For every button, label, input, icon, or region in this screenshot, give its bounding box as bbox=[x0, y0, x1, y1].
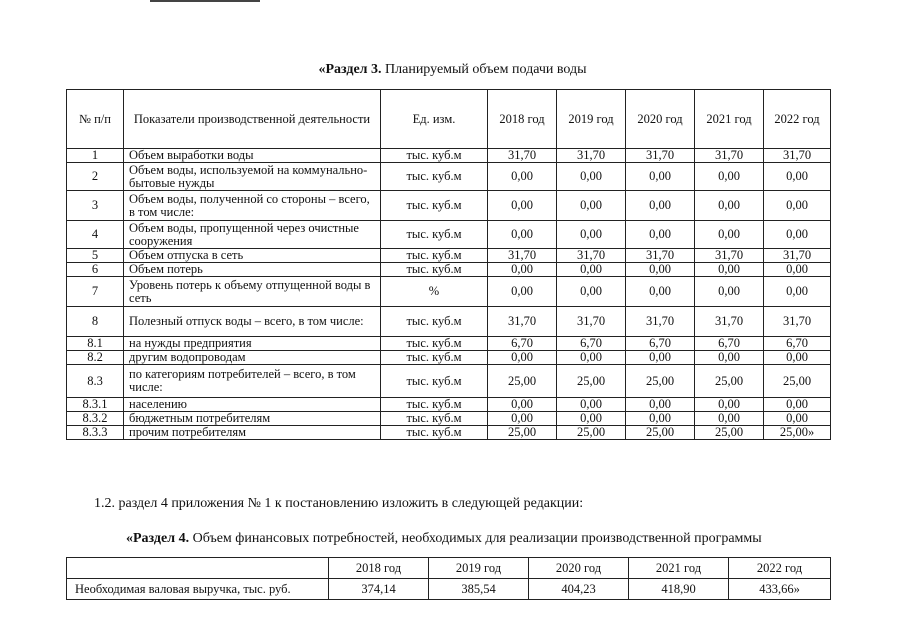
header-year: 2020 год bbox=[529, 558, 629, 579]
row-label: Объем выработки воды bbox=[124, 149, 381, 163]
row-label: Необходимая валовая выручка, тыс. руб. bbox=[67, 579, 329, 600]
row-value: 0,00 bbox=[764, 398, 831, 412]
row-value: 31,70 bbox=[764, 307, 831, 337]
row-label: прочим потребителям bbox=[124, 426, 381, 440]
row-unit: тыс. куб.м bbox=[381, 365, 488, 398]
header-unit: Ед. изм. bbox=[381, 90, 488, 149]
row-label: Объем воды, полученной со стороны – всего, в том числе: bbox=[124, 191, 381, 221]
table-row bbox=[67, 426, 831, 440]
table-row bbox=[67, 412, 831, 426]
row-number: 2 bbox=[67, 163, 124, 191]
row-label: населению bbox=[124, 398, 381, 412]
table-row bbox=[67, 579, 831, 600]
table-row bbox=[67, 163, 831, 191]
row-value: 6,70 bbox=[488, 337, 557, 351]
row-value: 0,00 bbox=[695, 163, 764, 191]
row-value: 31,70 bbox=[488, 307, 557, 337]
row-value: 0,00 bbox=[695, 191, 764, 221]
table-row bbox=[67, 351, 831, 365]
header-num: № п/п bbox=[67, 90, 124, 149]
row-value: 0,00 bbox=[695, 277, 764, 307]
table-row bbox=[67, 191, 831, 221]
row-number: 8.3 bbox=[67, 365, 124, 398]
row-value: 25,00 bbox=[557, 426, 626, 440]
row-value: 0,00 bbox=[557, 351, 626, 365]
header-year: 2021 год bbox=[629, 558, 729, 579]
row-label: Объем воды, пропущенной через очистные сооружения bbox=[124, 221, 381, 249]
row-label: Объем отпуска в сеть bbox=[124, 249, 381, 263]
row-number: 6 bbox=[67, 263, 124, 277]
header-year: 2019 год bbox=[557, 90, 626, 149]
table-row bbox=[67, 249, 831, 263]
row-unit: тыс. куб.м bbox=[381, 426, 488, 440]
table-row bbox=[67, 398, 831, 412]
row-label: по категориям потребителей – всего, в том числе: bbox=[124, 365, 381, 398]
section4-title-bold: «Раздел 4. bbox=[126, 531, 190, 546]
row-value: 374,14 bbox=[329, 579, 429, 600]
row-number: 8 bbox=[67, 307, 124, 337]
row-value: 0,00 bbox=[488, 277, 557, 307]
table-row bbox=[67, 149, 831, 163]
row-value: 0,00 bbox=[488, 221, 557, 249]
row-number: 8.3.3 bbox=[67, 426, 124, 440]
row-unit: тыс. куб.м bbox=[381, 412, 488, 426]
row-value: 31,70 bbox=[488, 249, 557, 263]
page-top-edge-mark bbox=[150, 0, 260, 2]
row-value: 0,00 bbox=[488, 263, 557, 277]
row-value: 0,00 bbox=[764, 191, 831, 221]
row-value: 0,00 bbox=[626, 263, 695, 277]
row-value: 0,00 bbox=[764, 277, 831, 307]
header-year: 2019 год bbox=[429, 558, 529, 579]
row-value: 0,00 bbox=[695, 221, 764, 249]
row-number: 7 bbox=[67, 277, 124, 307]
row-value: 0,00 bbox=[626, 398, 695, 412]
row-value: 0,00 bbox=[557, 412, 626, 426]
row-unit: тыс. куб.м bbox=[381, 337, 488, 351]
row-value: 0,00 bbox=[488, 351, 557, 365]
section3-title bbox=[0, 62, 905, 78]
row-value: 0,00 bbox=[557, 398, 626, 412]
table-row bbox=[67, 365, 831, 398]
header-indicator: Показатели производственной деятельности bbox=[124, 90, 381, 149]
row-label: бюджетным потребителям bbox=[124, 412, 381, 426]
row-value: 6,70 bbox=[764, 337, 831, 351]
water-supply-table bbox=[66, 89, 831, 440]
row-unit: тыс. куб.м bbox=[381, 398, 488, 412]
row-value: 433,66» bbox=[729, 579, 831, 600]
row-number: 1 bbox=[67, 149, 124, 163]
row-value: 31,70 bbox=[764, 149, 831, 163]
row-unit: тыс. куб.м bbox=[381, 163, 488, 191]
row-value: 0,00 bbox=[488, 163, 557, 191]
row-value: 0,00 bbox=[557, 221, 626, 249]
row-value: 6,70 bbox=[695, 337, 764, 351]
row-label: Полезный отпуск воды – всего, в том числе: bbox=[124, 307, 381, 337]
row-value: 0,00 bbox=[488, 191, 557, 221]
row-value: 0,00 bbox=[557, 263, 626, 277]
row-number: 8.3.1 bbox=[67, 398, 124, 412]
header-year: 2018 год bbox=[329, 558, 429, 579]
section3-title-bold: «Раздел 3. bbox=[318, 62, 382, 77]
table-row bbox=[67, 307, 831, 337]
row-value: 25,00» bbox=[764, 426, 831, 440]
row-value: 0,00 bbox=[626, 412, 695, 426]
row-value: 25,00 bbox=[764, 365, 831, 398]
row-value: 0,00 bbox=[626, 191, 695, 221]
row-value: 0,00 bbox=[764, 412, 831, 426]
row-number: 5 bbox=[67, 249, 124, 263]
row-value: 31,70 bbox=[557, 249, 626, 263]
row-value: 404,23 bbox=[529, 579, 629, 600]
row-value: 25,00 bbox=[626, 426, 695, 440]
row-value: 0,00 bbox=[695, 398, 764, 412]
row-value: 31,70 bbox=[626, 149, 695, 163]
row-value: 0,00 bbox=[695, 263, 764, 277]
row-value: 0,00 bbox=[626, 163, 695, 191]
row-value: 25,00 bbox=[626, 365, 695, 398]
table-row bbox=[67, 221, 831, 249]
row-value: 0,00 bbox=[557, 163, 626, 191]
row-value: 0,00 bbox=[764, 163, 831, 191]
section3-title-rest: Планируемый объем подачи воды bbox=[381, 62, 587, 77]
row-value: 0,00 bbox=[764, 221, 831, 249]
row-value: 31,70 bbox=[695, 149, 764, 163]
row-value: 6,70 bbox=[557, 337, 626, 351]
row-value: 31,70 bbox=[764, 249, 831, 263]
header-year: 2022 год bbox=[764, 90, 831, 149]
header-year: 2022 год bbox=[729, 558, 831, 579]
row-value: 25,00 bbox=[695, 365, 764, 398]
row-value: 0,00 bbox=[557, 277, 626, 307]
table-header-row bbox=[67, 558, 831, 579]
header-year: 2021 год bbox=[695, 90, 764, 149]
row-value: 0,00 bbox=[488, 398, 557, 412]
row-value: 0,00 bbox=[626, 351, 695, 365]
header-year: 2020 год bbox=[626, 90, 695, 149]
row-value: 418,90 bbox=[629, 579, 729, 600]
row-number: 8.1 bbox=[67, 337, 124, 351]
row-value: 25,00 bbox=[695, 426, 764, 440]
row-value: 25,00 bbox=[557, 365, 626, 398]
row-value: 25,00 bbox=[488, 365, 557, 398]
row-unit: тыс. куб.м bbox=[381, 351, 488, 365]
row-value: 25,00 bbox=[488, 426, 557, 440]
table-row bbox=[67, 263, 831, 277]
row-value: 0,00 bbox=[626, 277, 695, 307]
row-value: 6,70 bbox=[626, 337, 695, 351]
section4-title-rest: Объем финансовых потребностей, необходимых для реализации производственной программы bbox=[189, 531, 762, 546]
row-value: 31,70 bbox=[557, 149, 626, 163]
row-value: 0,00 bbox=[488, 412, 557, 426]
header-year: 2018 год bbox=[488, 90, 557, 149]
row-number: 4 bbox=[67, 221, 124, 249]
row-value: 31,70 bbox=[626, 307, 695, 337]
row-value: 31,70 bbox=[557, 307, 626, 337]
row-value: 0,00 bbox=[626, 221, 695, 249]
row-label: другим водопроводам bbox=[124, 351, 381, 365]
row-value: 31,70 bbox=[695, 249, 764, 263]
row-unit: тыс. куб.м bbox=[381, 263, 488, 277]
row-value: 31,70 bbox=[488, 149, 557, 163]
row-value: 0,00 bbox=[557, 191, 626, 221]
header-empty bbox=[67, 558, 329, 579]
row-number: 8.3.2 bbox=[67, 412, 124, 426]
row-value: 0,00 bbox=[764, 351, 831, 365]
row-label: Объем потерь bbox=[124, 263, 381, 277]
row-value: 0,00 bbox=[695, 351, 764, 365]
row-label: Уровень потерь к объему отпущенной воды в сеть bbox=[124, 277, 381, 307]
row-label: Объем воды, используемой на коммунально-бытовые нужды bbox=[124, 163, 381, 191]
row-unit: тыс. куб.м bbox=[381, 191, 488, 221]
row-number: 8.2 bbox=[67, 351, 124, 365]
row-unit: тыс. куб.м bbox=[381, 221, 488, 249]
row-value: 0,00 bbox=[764, 263, 831, 277]
row-label: на нужды предприятия bbox=[124, 337, 381, 351]
row-value: 31,70 bbox=[626, 249, 695, 263]
row-value: 31,70 bbox=[695, 307, 764, 337]
row-unit: тыс. куб.м bbox=[381, 307, 488, 337]
paragraph-1-2: 1.2. раздел 4 приложения № 1 к постановлению изложить в следующей редакции: bbox=[94, 496, 584, 511]
row-unit: тыс. куб.м bbox=[381, 249, 488, 263]
row-value: 0,00 bbox=[695, 412, 764, 426]
row-number: 3 bbox=[67, 191, 124, 221]
table-header-row bbox=[67, 90, 831, 149]
section4-title bbox=[126, 531, 762, 547]
financial-needs-table bbox=[66, 557, 831, 600]
row-unit: тыс. куб.м bbox=[381, 149, 488, 163]
row-unit: % bbox=[381, 277, 488, 307]
table-row bbox=[67, 337, 831, 351]
row-value: 385,54 bbox=[429, 579, 529, 600]
table-row bbox=[67, 277, 831, 307]
